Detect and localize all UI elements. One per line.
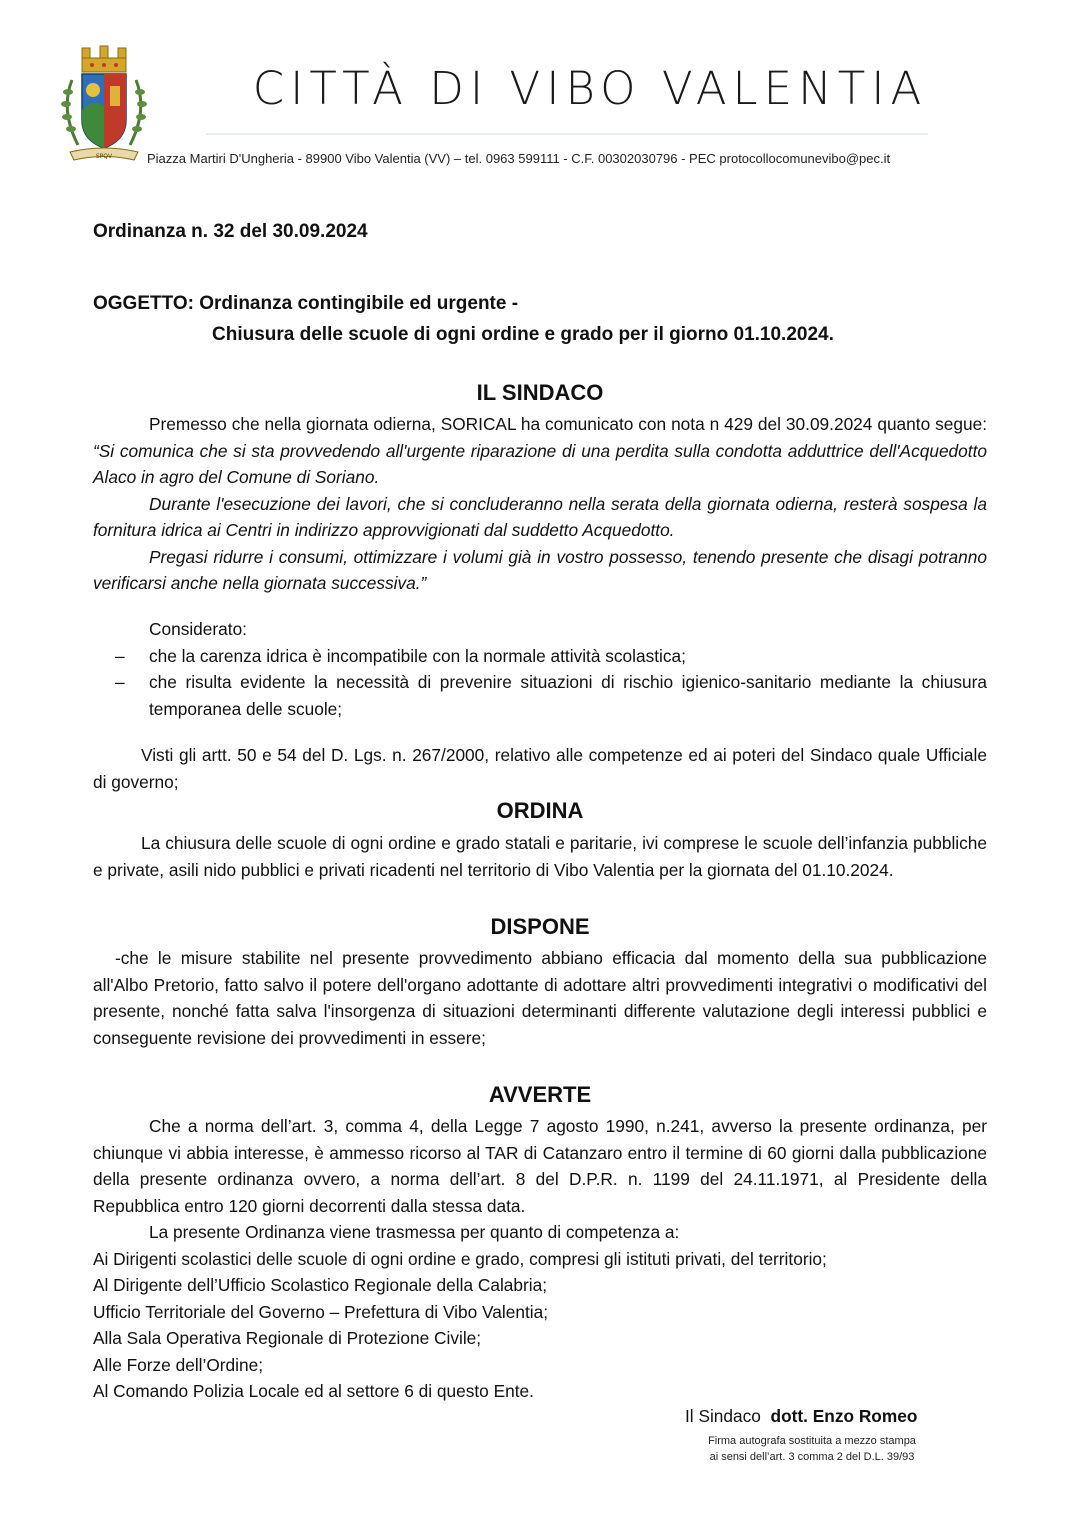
avverte-block: [93, 1113, 987, 1405]
ordina-block: [93, 830, 987, 883]
signature-note-line-2: ai sensi dell’art. 3 comma 2 del D.L. 39/93: [709, 1451, 915, 1463]
subject-line-2: Chiusura delle scuole di ogni ordine e grado per il giorno 01.10.2024.: [212, 324, 834, 345]
recipient-item: Ai Dirigenti scolastici delle scuole di ogni ordine e grado, compresi gli istituti privati, del territorio;: [93, 1248, 827, 1269]
recipient-item: Alle Forze dell’Ordine;: [93, 1354, 264, 1375]
avverte-text: Che a norma dell’art. 3, comma 4, della Legge 7 agosto 1990, n.241, avverso la presente ordinanza, per chiunque vi abbia interesse, è ammesso ricorso al TAR di Catanzaro entro il termine di 60 giorni dalla pubblicazione della presente ordinanza ovvero, a norma dell’art. 8 del D.P.R. n. 1199 del 24.11.1971, al Presidente della Repubblica entro 120 giorni decorrenti dalla stessa data.: [93, 1116, 987, 1216]
dispone-text: -che le misure stabilite nel presente provvedimento abbiano efficacia dal momento della sua pubblicazione all'Albo Pretorio, fatto salvo il potere dell'organo adottante di adottare altri provvedimenti integrativi o modificativi del presente, nonché fatta salva l'insorgenza di situazioni determinanti differente valutazione degli interessi pubblici e conseguente revisione dei provvedimenti in essere;: [93, 948, 987, 1048]
trasmessa-text: La presente Ordinanza viene trasmessa per quanto di competenza a:: [149, 1222, 680, 1242]
recipient-item: Al Comando Polizia Locale ed al settore 6 di questo Ente.: [93, 1381, 534, 1401]
quote-part-2: Durante l'esecuzione dei lavori, che si concluderanno nella serata della giornata odierna, resterà sospesa la fornitura idrica ai Centri in indirizzo approvvigionati dal suddetto Acquedotto.: [93, 493, 987, 540]
premesso-block: [93, 411, 987, 597]
considerato-block: [93, 616, 987, 722]
considerato-item-2: – che risulta evidente la necessità di prevenire situazioni di rischio igienico-sanitario mediante la chiusura temporanea delle scuole;: [93, 669, 987, 722]
address-line: Piazza Martiri D'Ungheria - 89900 Vibo Valentia (VV) – tel. 0963 599111 - C.F. 00302030796 - PEC protocollocomunevibo@pec.it: [147, 151, 891, 166]
subject-line-1: OGGETTO: Ordinanza contingibile ed urgente -: [93, 293, 519, 314]
premesso-text: Premesso che nella giornata odierna, SORICAL ha comunicato con nota n 429 del 30.09.2024 quanto segue:: [149, 414, 987, 434]
title-divider: [206, 133, 928, 135]
signature-line: [685, 1406, 917, 1427]
quote-part-3: Pregasi ridurre i consumi, ottimizzare i volumi già in vostro possesso, tenendo presente che disagi potranno verificarsi anche nella giornata successiva.”: [93, 546, 987, 593]
recipient-item: Al Dirigente dell’Ufficio Scolastico Regionale della Calabria;: [93, 1275, 548, 1295]
heading-avverte: AVVERTE: [488, 1082, 592, 1107]
visti-block: [93, 742, 987, 795]
svg-text:SPQV: SPQV: [95, 153, 113, 160]
heading-il-sindaco: IL SINDACO: [476, 380, 604, 405]
city-title: CITTÀ DI VIBO VALENTIA: [252, 62, 928, 115]
considerato-item-1: – che la carenza idrica è incompatibile con la normale attività scolastica;: [93, 643, 987, 670]
quote-part-1: “Si comunica che si sta provvedendo all'urgente riparazione di una perdita sulla condotta adduttrice dell'Acquedotto Alaco in agro del Comune di Soriano.: [93, 440, 987, 487]
visti-text: Visti gli artt. 50 e 54 del D. Lgs. n. 267/2000, relativo alle competenze ed ai poteri del Sindaco quale Ufficiale di governo;: [93, 745, 987, 792]
ordina-text: La chiusura delle scuole di ogni ordine e grado statali e paritarie, ivi comprese le scuole dell’infanzia pubbliche e private, asili nido pubblici e privati ricadenti nel territorio di Vibo Valentia per la giornata del 01.10.2024.: [93, 833, 987, 880]
heading-ordina: ORDINA: [496, 798, 584, 823]
dispone-block: [93, 945, 987, 1051]
dash-marker: –: [115, 645, 125, 666]
signature-name: dott. Enzo Romeo: [770, 1406, 918, 1426]
signature-note-line-1: Firma autografa sostituita a mezzo stampa: [708, 1435, 916, 1447]
ordinance-number: Ordinanza n. 32 del 30.09.2024: [93, 221, 368, 242]
dash-marker: –: [115, 672, 125, 692]
signature-role: Il Sindaco: [685, 1406, 761, 1426]
recipient-item: Ufficio Territoriale del Governo – Prefettura di Vibo Valentia;: [93, 1301, 548, 1322]
signature-note: [650, 1433, 974, 1465]
recipient-item: Alla Sala Operativa Regionale di Protezione Civile;: [93, 1328, 482, 1348]
considerato-label: Considerato:: [149, 619, 247, 639]
city-coat-of-arms-icon: [58, 40, 150, 165]
heading-dispone: DISPONE: [490, 914, 590, 939]
